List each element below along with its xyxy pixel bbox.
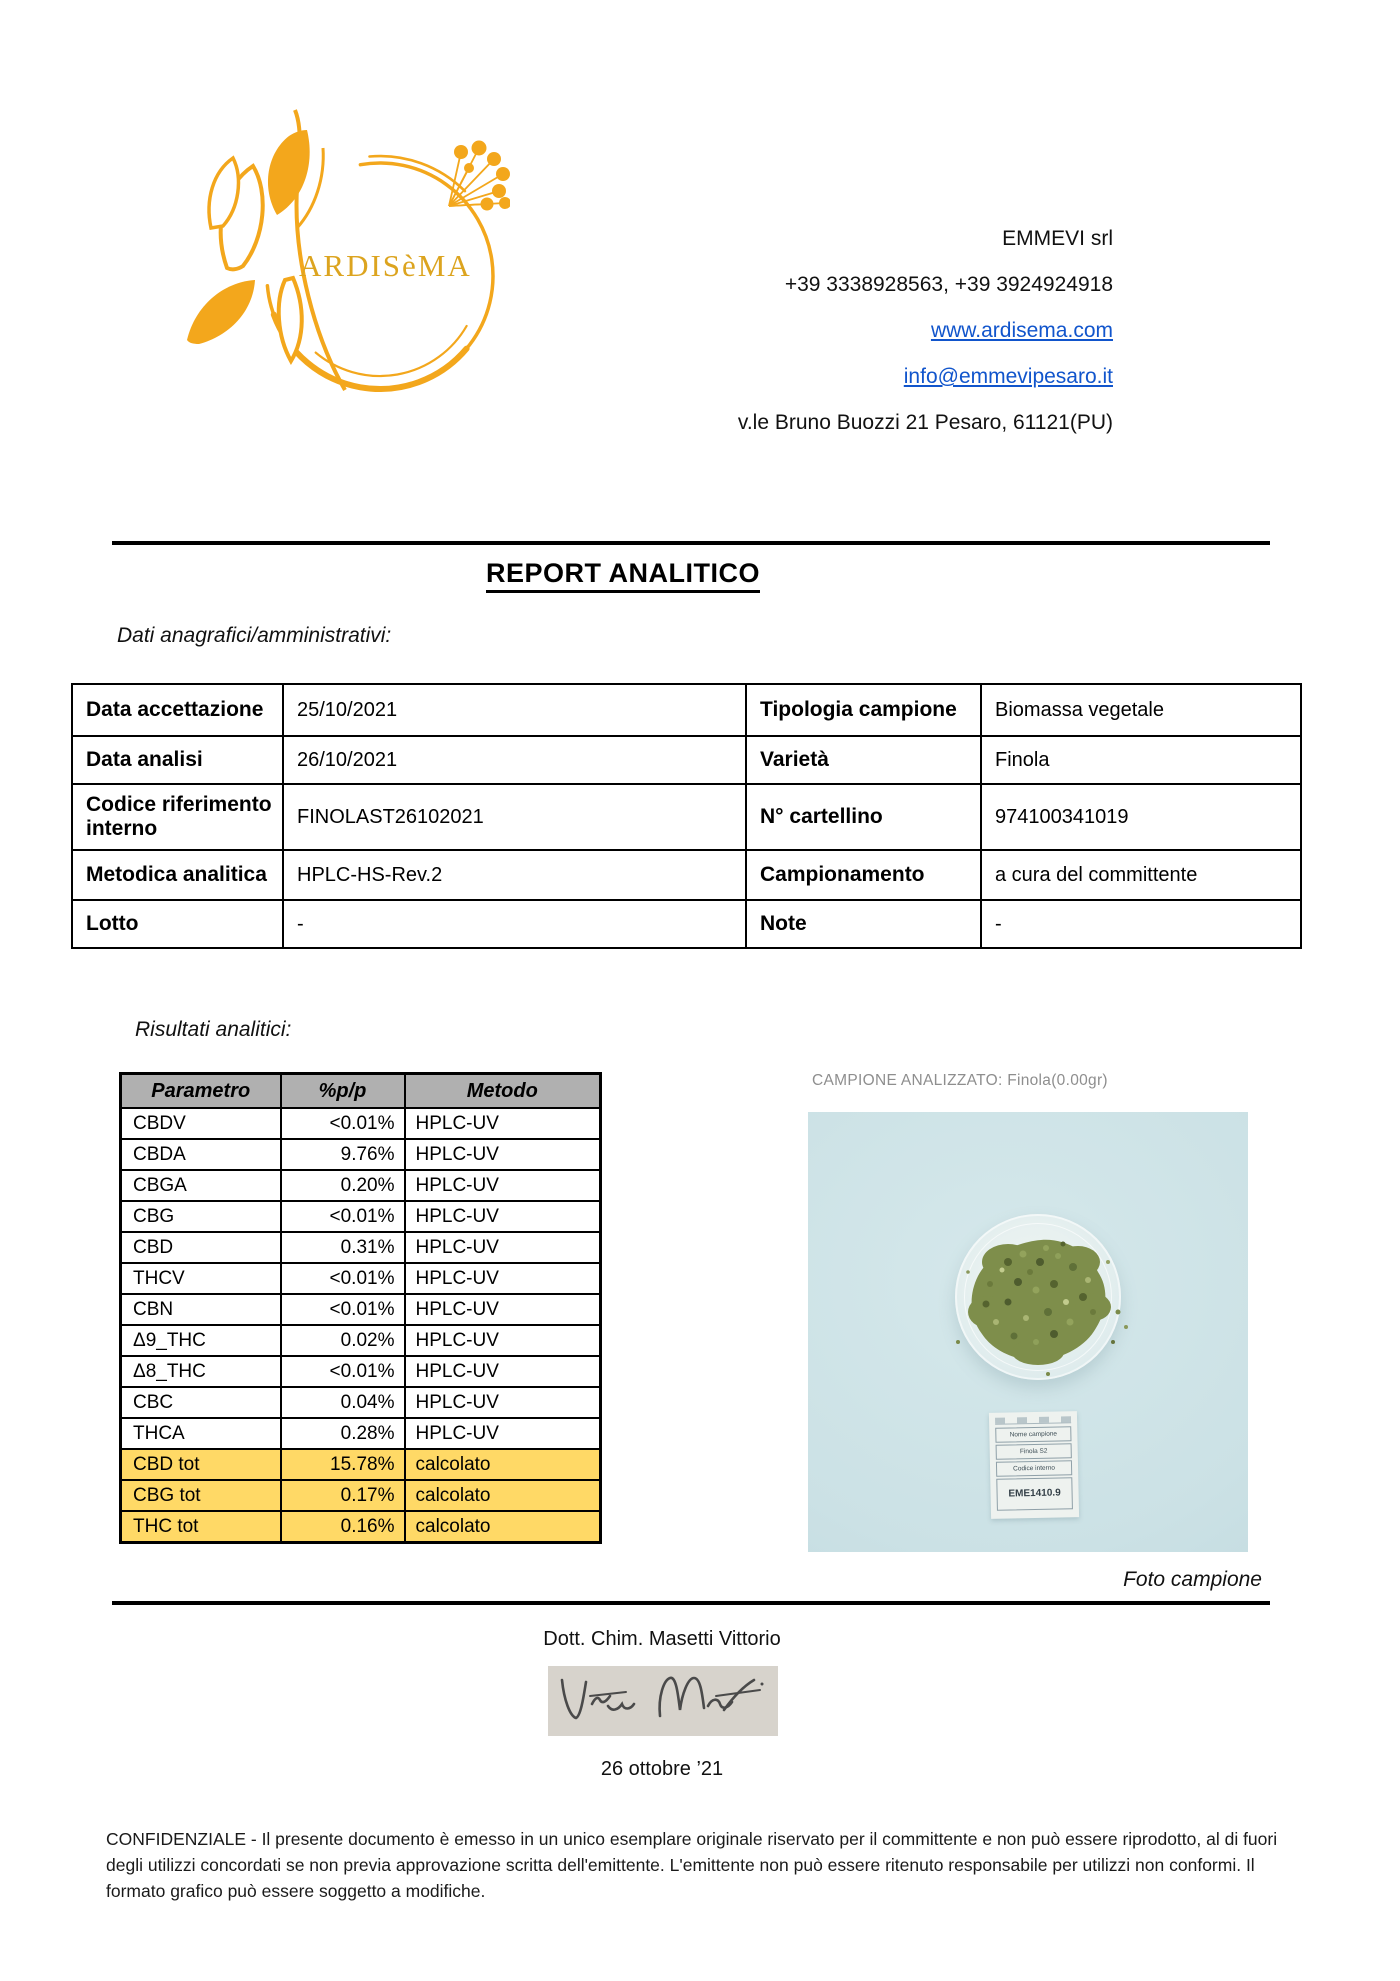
logo-berries-icon: [449, 141, 510, 211]
result-method: HPLC-UV: [405, 1325, 601, 1356]
result-row: [121, 1170, 601, 1201]
result-method: HPLC-UV: [405, 1170, 601, 1201]
admin-value-cell: HPLC-HS-Rev.2: [283, 850, 746, 900]
result-value: <0.01%: [281, 1356, 405, 1387]
admin-label-cell: Data analisi: [72, 736, 283, 784]
admin-label-cell: Lotto: [72, 900, 283, 948]
result-param: CBDA: [121, 1139, 281, 1170]
result-value: <0.01%: [281, 1263, 405, 1294]
admin-label-cell: Campionamento: [746, 850, 981, 900]
admin-label-cell: N° cartellino: [746, 784, 981, 850]
result-param: THCA: [121, 1418, 281, 1449]
company-name: EMMEVI srl: [1002, 227, 1113, 250]
sample-label-line: Nome campione: [995, 1426, 1071, 1443]
sample-label-line: Codice interno: [996, 1460, 1072, 1477]
admin-label-cell: Varietà: [746, 736, 981, 784]
company-phones: +39 3338928563, +39 3924924918: [784, 273, 1113, 296]
signature-stroke: [548, 1666, 778, 1736]
result-row: [121, 1108, 601, 1139]
result-param: Δ9_THC: [121, 1325, 281, 1356]
results-table: [119, 1072, 602, 1544]
website-link[interactable]: www.ardisema.com: [930, 319, 1113, 342]
result-row-total: [121, 1511, 601, 1543]
sample-label-line: Finola S2: [996, 1443, 1072, 1460]
result-row: [121, 1325, 601, 1356]
admin-row: [72, 900, 1301, 948]
result-param: CBC: [121, 1387, 281, 1418]
result-method: HPLC-UV: [405, 1418, 601, 1449]
admin-row: [72, 784, 1301, 850]
company-logo: [165, 108, 510, 403]
email-link[interactable]: info@emmevipesaro.it: [903, 365, 1113, 388]
result-method: HPLC-UV: [405, 1294, 601, 1325]
result-row: [121, 1201, 601, 1232]
result-value: 15.78%: [281, 1449, 405, 1480]
admin-value-cell: 974100341019: [981, 784, 1301, 850]
results-header-value: %p/p: [281, 1074, 405, 1109]
sample-photo: [808, 1112, 1248, 1552]
company-address: v.le Bruno Buozzi 21 Pesaro, 61121(PU): [737, 411, 1113, 434]
result-value: 0.20%: [281, 1170, 405, 1201]
divider-bottom: [112, 1601, 1270, 1605]
signatory-name: Dott. Chim. Masetti Vittorio: [543, 1628, 781, 1650]
result-value: <0.01%: [281, 1294, 405, 1325]
result-method: HPLC-UV: [405, 1387, 601, 1418]
admin-section-heading: Dati anagrafici/amministrativi:: [117, 624, 392, 647]
result-row: [121, 1418, 601, 1449]
sample-label-code: EME1410.9: [996, 1477, 1073, 1511]
admin-value-cell: Biomassa vegetale: [981, 684, 1301, 736]
result-row: [121, 1263, 601, 1294]
result-param: Δ8_THC: [121, 1356, 281, 1387]
result-value: 0.02%: [281, 1325, 405, 1356]
result-param: CBN: [121, 1294, 281, 1325]
result-value: 0.04%: [281, 1387, 405, 1418]
result-value: 0.16%: [281, 1511, 405, 1543]
admin-value-cell: -: [981, 900, 1301, 948]
sample-photo-caption: CAMPIONE ANALIZZATO: Finola(0.00gr): [812, 1072, 1108, 1089]
result-value: 0.17%: [281, 1480, 405, 1511]
result-row: [121, 1139, 601, 1170]
result-param: CBG: [121, 1201, 281, 1232]
result-param: CBD tot: [121, 1449, 281, 1480]
admin-row: [72, 736, 1301, 784]
admin-label-cell: Data accettazione: [72, 684, 283, 736]
page-title: REPORT ANALITICO: [486, 558, 760, 593]
result-row-total: [121, 1449, 601, 1480]
admin-value-cell: 26/10/2021: [283, 736, 746, 784]
result-row: [121, 1294, 601, 1325]
admin-value-cell: -: [283, 900, 746, 948]
result-method: HPLC-UV: [405, 1356, 601, 1387]
divider-top: [112, 541, 1270, 545]
results-section-heading: Risultati analitici:: [135, 1018, 292, 1041]
admin-value-cell: FINOLAST26102021: [283, 784, 746, 850]
results-header-param: Parametro: [121, 1074, 281, 1109]
result-method: calcolato: [405, 1511, 601, 1543]
result-method: HPLC-UV: [405, 1108, 601, 1139]
result-value: <0.01%: [281, 1108, 405, 1139]
result-method: HPLC-UV: [405, 1263, 601, 1294]
result-param: CBG tot: [121, 1480, 281, 1511]
result-value: 0.28%: [281, 1418, 405, 1449]
result-param: CBD: [121, 1232, 281, 1263]
admin-row: [72, 850, 1301, 900]
results-header-row: [121, 1074, 601, 1109]
logo-wordmark: ARDISèMA: [299, 248, 472, 283]
result-param: CBDV: [121, 1108, 281, 1139]
admin-table: [71, 683, 1302, 949]
result-row-total: [121, 1480, 601, 1511]
admin-label-cell: Codice riferimento interno: [72, 784, 283, 850]
admin-value-cell: 25/10/2021: [283, 684, 746, 736]
result-row: [121, 1232, 601, 1263]
result-param: THC tot: [121, 1511, 281, 1543]
admin-label-cell: Metodica analitica: [72, 850, 283, 900]
sample-label-header: [995, 1416, 1071, 1425]
result-row: [121, 1387, 601, 1418]
contact-block: [738, 226, 1113, 456]
admin-value-cell: a cura del committente: [981, 850, 1301, 900]
result-method: HPLC-UV: [405, 1201, 601, 1232]
signature-image: [548, 1666, 778, 1736]
sample-label-card: [989, 1411, 1079, 1519]
admin-row: [72, 684, 1301, 736]
confidential-footer: CONFIDENZIALE - Il presente documento è emesso in un unico esemplare originale riservato per il committente e non può essere riprodotto, al di fuori degli utilizzi concordati se non previa approvazione scritta dell'emittente. L'emittente non può essere ritenuto responsabile per utilizzi non conformi. Il formato grafico può essere soggetto a modifiche.: [106, 1829, 1278, 1901]
result-param: CBGA: [121, 1170, 281, 1201]
result-value: 0.31%: [281, 1232, 405, 1263]
result-value: <0.01%: [281, 1201, 405, 1232]
result-row: [121, 1356, 601, 1387]
result-method: HPLC-UV: [405, 1232, 601, 1263]
photo-caption: Foto campione: [1123, 1568, 1262, 1591]
result-value: 9.76%: [281, 1139, 405, 1170]
report-date: 26 ottobre ’21: [600, 1758, 724, 1780]
admin-value-cell: Finola: [981, 736, 1301, 784]
admin-label-cell: Tipologia campione: [746, 684, 981, 736]
result-param: THCV: [121, 1263, 281, 1294]
result-method: calcolato: [405, 1449, 601, 1480]
result-method: calcolato: [405, 1480, 601, 1511]
results-header-method: Metodo: [405, 1074, 601, 1109]
result-method: HPLC-UV: [405, 1139, 601, 1170]
admin-label-cell: Note: [746, 900, 981, 948]
